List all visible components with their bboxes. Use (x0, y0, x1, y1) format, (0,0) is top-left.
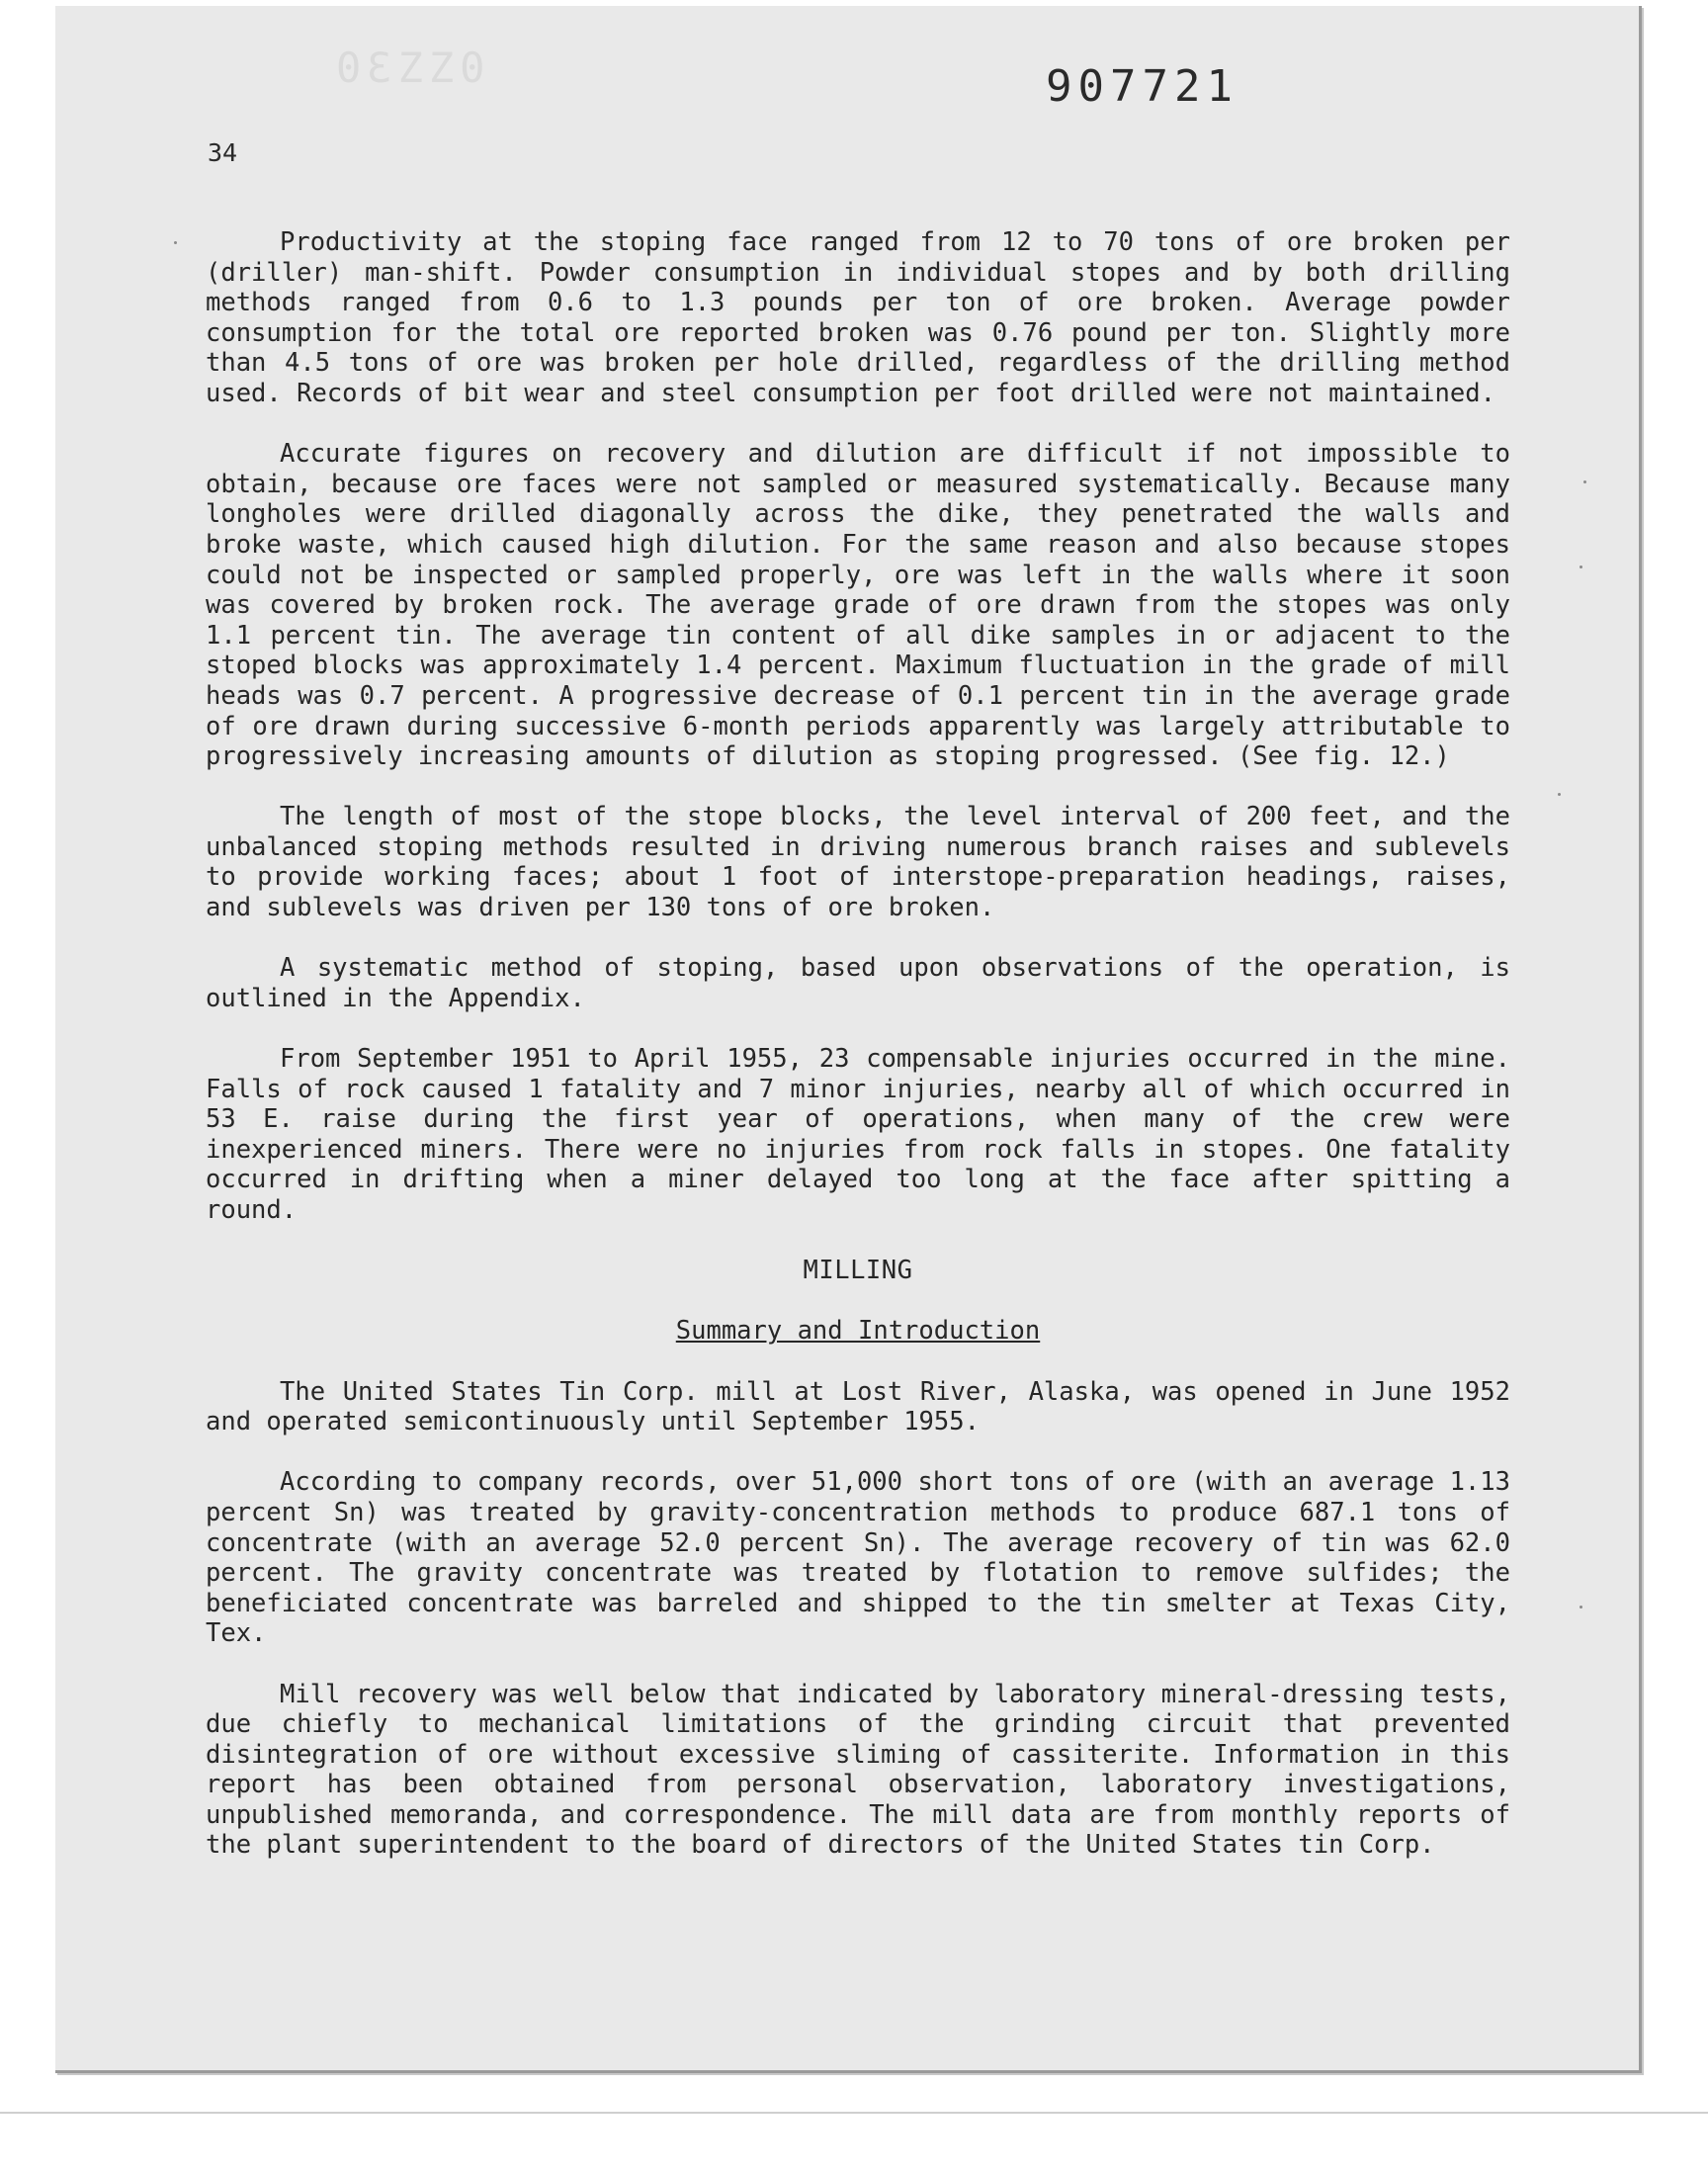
bleed-through-mark: 0ƐZZ0 (336, 44, 491, 92)
section-subheading: Summary and Introduction (675, 1316, 1041, 1347)
paragraph-systematic-method: A systematic method of stoping, based upon observations of the operation, is outlined in the Appendix. (206, 953, 1510, 1013)
page-edge-line (0, 2112, 1708, 2114)
scan-speck (174, 241, 177, 244)
paragraph-mill-opening: The United States Tin Corp. mill at Lost River, Alaska, was opened in June 1952 and operated semicontinuously until September 1955. (206, 1376, 1510, 1437)
scan-speck (1558, 793, 1561, 796)
scan-speck (1580, 1606, 1582, 1609)
scan-speck (1580, 566, 1582, 568)
paragraph-stope-blocks: The length of most of the stope blocks, the level interval of 200 feet, and the unbalanced stoping methods resulted in driving numerous branch raises and sublevels to provide working faces; about 1 foot of interstope-preparation headings, raises, and sublevels was driven per 130 tons of ore broken. (206, 802, 1510, 923)
section-heading: MILLING (803, 1256, 913, 1286)
paragraph-injuries: From September 1951 to April 1955, 23 compensable injuries occurred in the mine. Falls of rock caused 1 fatality and 7 minor injuries, nearby all of which occurred in 53 E. raise during the first year of operations, when many of the crew were inexperienced miners. There were no injuries from rock falls in stopes. One fatality occurred in drifting when a miner delayed too long at the face after spitting a round. (206, 1044, 1510, 1225)
document-number: 907721 (1046, 61, 1238, 112)
paragraph-mill-recovery: Mill recovery was well below that indicated by laboratory mineral-dressing tests, due chiefly to mechanical limitations of the grinding circuit that prevented disintegration of ore without excessive sliming of cassiterite. Information in this report has been obtained from personal observation, laboratory investigations, unpublished memoranda, and correspondence. The mill data are from monthly reports of the plant superintendent to the board of directors of the United States tin Corp. (206, 1679, 1510, 1861)
paragraph-recovery-dilution: Accurate figures on recovery and dilution are difficult if not impossible to obtain, because ore faces were not sampled or measured systematically. Because many longholes were drilled diagonally across the dike, they penetrated the walls and broke waste, which caused high dilution. For the same reason and also because stopes could not be inspected or sampled properly, ore was left in the walls where it soon was covered by broken rock. The average grade of ore drawn from the stopes was only 1.1 percent tin. The average tin content of all dike samples in or adjacent to the stoped blocks was approximately 1.4 percent. Maximum fluctuation in the grade of mill heads was 0.7 percent. A progressive decrease of 0.1 percent tin in the average grade of ore drawn during successive 6-month periods apparently was largely attributable to progressively increasing amounts of dilution as stoping progressed. (See fig. 12.) (206, 439, 1510, 772)
document-body (206, 227, 1510, 1891)
paragraph-productivity: Productivity at the stoping face ranged from 12 to 70 tons of ore broken per (driller) man-shift. Powder consumption in individual stopes and by both drilling methods ranged from 0.6 to 1.3 pounds per ton of ore broken. Average powder consumption for the total ore reported broken was 0.76 pound per ton. Slightly more than 4.5 tons of ore was broken per hole drilled, regardless of the drilling method used. Records of bit wear and steel consumption per foot drilled were not maintained. (206, 227, 1510, 408)
page-number: 34 (208, 138, 238, 167)
scan-speck (1583, 480, 1586, 483)
paragraph-company-records: According to company records, over 51,000 short tons of ore (with an average 1.13 percent Sn) was treated by gravity-concentration methods to produce 687.1 tons of concentrate (with an average 52.0 percent Sn). The average recovery of tin was 62.0 percent. The gravity concentrate was treated by flotation to remove sulfides; the beneficiated concentrate was barreled and shipped to the tin smelter at Texas City, Tex. (206, 1467, 1510, 1649)
